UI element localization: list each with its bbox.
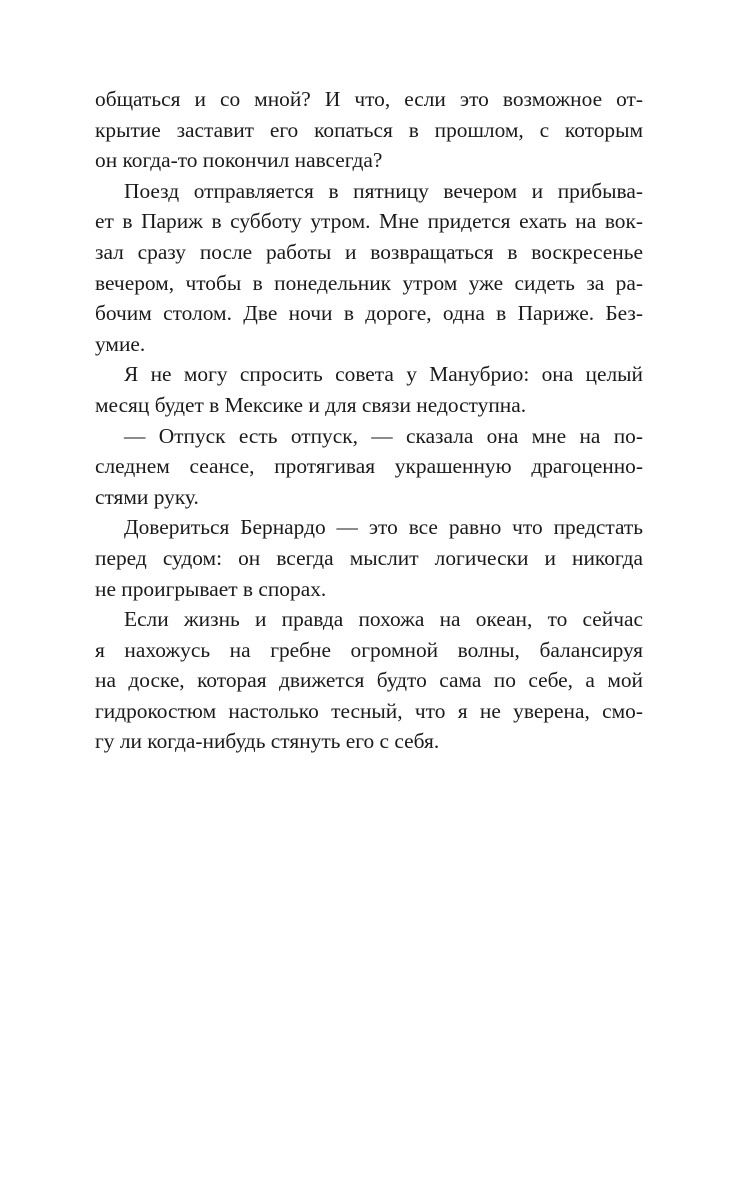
text-line: — Отпуск есть отпуск, — сказала она мне на по- — [124, 423, 643, 448]
paragraph — [95, 421, 643, 513]
paragraph — [95, 512, 643, 604]
paragraph — [95, 176, 643, 360]
text-line: Если жизнь и правда похожа на океан, то сейчас — [124, 607, 643, 632]
text-line: стями руку. — [95, 484, 199, 509]
text-line: умие. — [95, 331, 146, 356]
text-line: он когда-то покончил навсегда? — [95, 148, 383, 173]
text-line: общаться и со мной? И что, если это возможное от- — [95, 87, 643, 111]
text-line: месяц будет в Мексике и для связи недоступна. — [95, 392, 527, 417]
text-line: ет в Париж в субботу утром. Мне придется ехать на вок- — [95, 209, 643, 234]
text-line: зал сразу после работы и возвращаться в воскресенье — [95, 239, 643, 264]
text-line: следнем сеансе, протягивая украшенную драгоценно- — [95, 454, 643, 479]
text-line: я нахожусь на гребне огромной волны, балансируя — [95, 637, 643, 662]
text-line: не проигрывает в спорах. — [95, 576, 327, 601]
text-line: на доске, которая движется будто сама по себе, а мой — [95, 668, 643, 693]
text-line: крытие заставит его копаться в прошлом, с которым — [95, 117, 643, 142]
text-line: Поезд отправляется в пятницу вечером и прибыва- — [124, 178, 643, 203]
text-line: бочим столом. Две ночи в дороге, одна в Париже. Без- — [95, 301, 643, 326]
text-line: гидрокостюм настолько тесный, что я не уверена, смо- — [95, 698, 643, 723]
paragraph — [95, 84, 643, 176]
paragraph — [95, 359, 643, 420]
paragraph — [95, 604, 643, 757]
text-line: Довериться Бернардо — это все равно что предстать — [124, 515, 643, 540]
text-line: Я не могу спросить совета у Манубрио: она целый — [124, 362, 643, 387]
text-line: гу ли когда-нибудь стянуть его с себя. — [95, 729, 440, 754]
text-line: вечером, чтобы в понедельник утром уже сидеть за ра- — [95, 270, 643, 295]
book-page-text — [95, 84, 643, 757]
text-line: перед судом: он всегда мыслит логически и никогда — [95, 545, 643, 570]
